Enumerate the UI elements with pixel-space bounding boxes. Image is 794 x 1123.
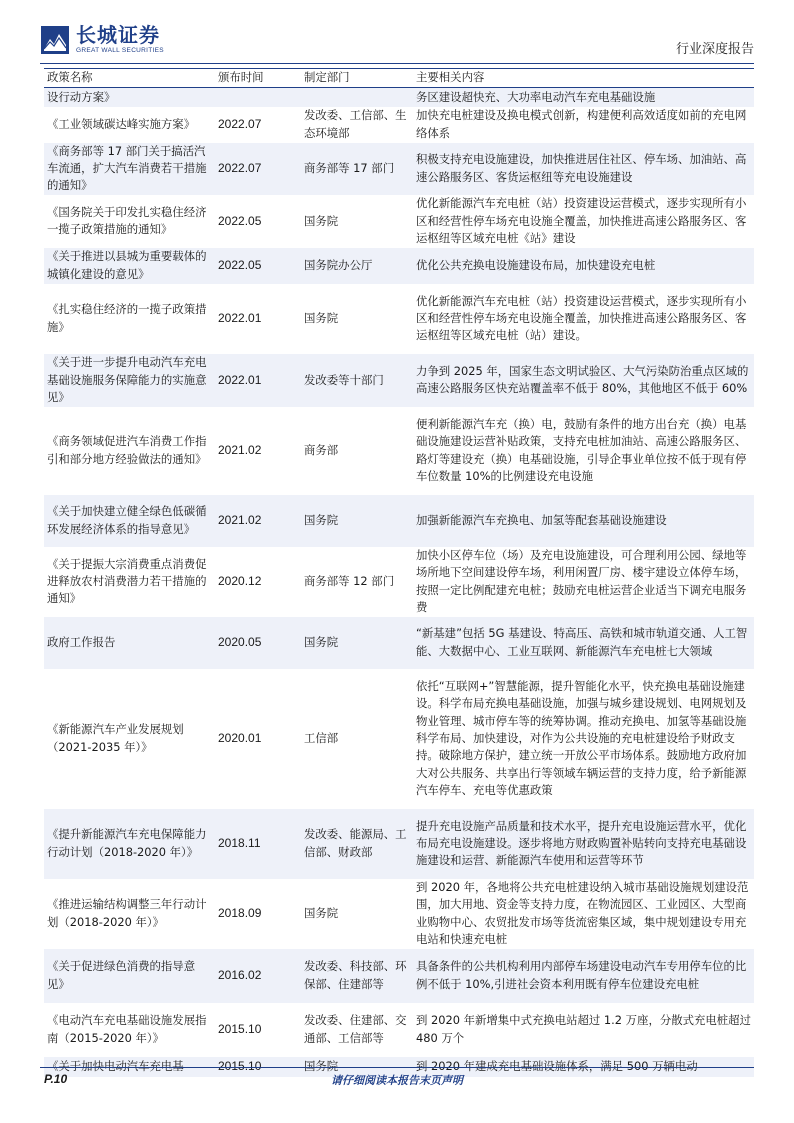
table-row [44, 407, 754, 495]
table-row [44, 617, 754, 669]
table-row [44, 107, 754, 143]
policy-name: 《关于提振大宗消费重点消费促进释放农村消费潜力若干措施的通知》 [47, 556, 207, 606]
policy-date: 2020.05 [215, 617, 301, 669]
policy-dept: 商务部等 17 部门 [301, 143, 413, 195]
policy-date: 2015.10 [215, 1057, 301, 1077]
policy-dept: 工信部 [304, 731, 339, 746]
policy-dept: 国务院 [301, 495, 413, 547]
policy-dept: 商务部 [304, 443, 339, 458]
page-header [40, 20, 754, 64]
header-divider [40, 63, 754, 64]
table-row [44, 1003, 754, 1057]
policy-date: 2015.10 [218, 1022, 262, 1037]
policy-name: 《商务领域促进汽车消费工作指引和部分地方经验做法的通知》 [47, 434, 207, 466]
policy-date: 2018.09 [218, 906, 262, 921]
policy-content: 加快小区停车位（场）及充电设施建设，可合理利用公园、绿地等场所地下空间建设停车场，利用闲置厂房、楼宇建设立体停车场，按照一定比例配建充电桩；鼓励充电桩运营企业适当下调充电服务费 [416, 547, 747, 615]
policy-name: 《商务部等 17 部门关于搞活汽车流通，扩大汽车消费若干措施的通知》 [44, 143, 215, 195]
policy-content: “新基建”包括 5G 基建设、特高压、高铁和城市轨道交通、人工智能、大数据中心、工业互联网、新能源汽车充电桩七大领域 [413, 617, 754, 669]
policy-date: 2022.01 [215, 354, 301, 407]
policy-content: 依托“互联网+”智慧能源，提升智能化水平，快充换电基础设施建设。科学布局充换电基础设施，加强与城乡建设规划、电网规划及物业管理、城市停车等的统筹协调。推动充换电、加氢等基础设施科学布局、加快建设，对作为公共设施的充电桩建设给予财政支持。破除地方保护，建立统一开放公平市场体系。鼓励地方政府加大对公共服务、共享出行等领域车辆运营的支持力度，给予新能源汽车停车、充电等优惠政策 [416, 678, 747, 798]
page-number: P.10 [44, 1072, 68, 1086]
policy-date: 2022.07 [215, 143, 301, 195]
policy-dept: 发改委、住建部、交通部、工信部等 [304, 1013, 407, 1045]
table-row [44, 809, 754, 879]
policy-content: 加快充电桩建设及换电模式创新，构建便利高效适度如前的充电网络体系 [416, 108, 747, 140]
column-header-dept: 制定部门 [301, 69, 413, 88]
policy-name: 《扎实稳住经济的一揽子政策措施》 [47, 302, 207, 334]
disclaimer-note: 请仔细阅读本报告末页声明 [331, 1074, 463, 1087]
policy-date: 2016.02 [215, 949, 301, 1003]
policy-name: 《关于推进以县城为重要载体的城镇化建设的意见》 [44, 248, 215, 284]
policy-date: 2022.01 [218, 311, 262, 326]
table-row [44, 669, 754, 809]
policy-name: 《关于加快建立健全绿色低碳循环发展经济体系的指导意见》 [44, 495, 215, 547]
table-row [44, 88, 754, 107]
policy-content: 优化公共充换电设施建设布局，加快建设充电桩 [413, 248, 754, 284]
policy-date: 2020.01 [218, 731, 262, 746]
policy-dept: 国务院 [301, 617, 413, 669]
table-row [44, 248, 754, 284]
table-row [44, 284, 754, 354]
policy-name: 《新能源汽车产业发展规划（2021-2035 年）》 [47, 722, 184, 754]
policy-dept: 发改委、工信部、生态环境部 [304, 108, 407, 140]
table-row [44, 547, 754, 617]
policy-date: 2021.02 [218, 443, 262, 458]
table-header-row [44, 69, 754, 88]
policy-dept: 国务院 [304, 311, 339, 326]
policy-name: 《提升新能源汽车充电保障能力行动计划（2018-2020 年）》 [44, 809, 215, 879]
company-logo [40, 20, 164, 60]
policy-dept: 商务部等 12 部门 [304, 574, 395, 589]
policy-content: 具备条件的公共机构利用内部停车场建设电动汽车专用停车位的比例不低于 10%,引进社会资本利用既有停车位建设充电桩 [413, 949, 754, 1003]
policy-date: 2022.07 [218, 116, 262, 131]
policy-date: 2021.02 [215, 495, 301, 547]
table-row [44, 354, 754, 407]
policy-name: 《电动汽车充电基础设施发展指南（2015-2020 年）》 [47, 1013, 207, 1045]
logo-chinese-name: 长城证券 [76, 23, 160, 48]
policy-dept: 发改委等十部门 [301, 354, 413, 407]
policy-dept: 发改委、能源局、工信部、财政部 [301, 809, 413, 879]
table-row [44, 495, 754, 547]
policy-date [215, 88, 301, 107]
policy-date: 2020.12 [218, 574, 262, 589]
table-row [44, 143, 754, 195]
policy-dept: 发改委、科技部、环保部、住建部等 [301, 949, 413, 1003]
policy-name: 设行动方案》 [44, 88, 215, 107]
policy-name: 《关于进一步提升电动汽车充电基础设施服务保障能力的实施意见》 [44, 354, 215, 407]
policy-name: 《关于加快电动汽车充电基 [44, 1057, 215, 1077]
policy-table [44, 68, 754, 1077]
policy-dept [301, 88, 413, 107]
policy-content: 便利新能源汽车充（换）电，鼓励有条件的地方出台充（换）电基础设施建设运营补贴政策，支持充电桩加油站、高速公路服务区、路灯等建设充（换）电基础设施，引导企事业单位按不低于现有停车位数量 10%的比例建设充电设施 [416, 416, 747, 484]
policy-name: 《国务院关于印发扎实稳住经济一揽子政策措施的通知》 [47, 204, 207, 237]
table-row [44, 949, 754, 1003]
logo-english-name: GREAT WALL SECURITIES [76, 47, 164, 55]
policy-content: 到 2020 年建成充电基础设施体系，满足 500 万辆电动 [413, 1057, 754, 1077]
policy-dept: 国务院 [301, 1057, 413, 1077]
policy-content: 优化新能源汽车充电桩（站）投资建设运营模式，逐步实现所有小区和经营性停车场充电设施全覆盖，加快推进高速公路服务区、客运枢纽等区域充电桩（站）建设。 [416, 293, 747, 343]
policy-content: 力争到 2025 年，国家生态文明试验区、大气污染防治重点区域的高速公路服务区快充站覆盖率不低于 80%，其他地区不低于 60% [413, 354, 754, 407]
column-header-date: 颁布时间 [215, 69, 301, 88]
policy-date: 2022.05 [215, 248, 301, 284]
report-type: 行业深度报告 [675, 42, 754, 57]
policy-name: 《关于促进绿色消费的指导意见》 [44, 949, 215, 1003]
policy-date: 2022.05 [218, 213, 262, 228]
policy-name: 《工业领域碳达峰实施方案》 [47, 116, 196, 131]
policy-name: 《推进运输结构调整三年行动计划（2018-2020 年）》 [47, 897, 207, 929]
policy-dept: 国务院 [304, 213, 339, 228]
policy-content: 务区建设超快充、大功率电动汽车充电基础设施 [413, 88, 754, 107]
column-header-content: 主要相关内容 [413, 69, 754, 88]
footer-divider [40, 1067, 754, 1068]
policy-content: 积极支持充电设施建设，加快推进居住社区、停车场、加油站、高速公路服务区、客货运枢纽等充电设施建设 [413, 143, 754, 195]
policy-content: 到 2020 年新增集中式充换电站超过 1.2 万座，分散式充电桩超过 480 万个 [416, 1013, 751, 1045]
policy-content: 加强新能源汽车充换电、加氢等配套基础设施建设 [413, 495, 754, 547]
policy-content: 提升充电设施产品质量和技术水平，提升充电设施运营水平，优化布局充电设施建设。逐步将地方财政购置补贴转向支持充电基础设施建设和运营、新能源汽车使用和运营等环节 [413, 809, 754, 879]
table-row [44, 195, 754, 248]
policy-content: 优化新能源汽车充电桩（站）投资建设运营模式，逐步实现所有小区和经营性停车场充电设施全覆盖，加快推进高速公路服务区、客运枢纽等区域充电桩《站》建设 [416, 196, 747, 245]
policy-dept: 国务院办公厅 [301, 248, 413, 284]
policy-dept: 国务院 [304, 906, 339, 921]
great-wall-logo-icon [40, 25, 70, 55]
policy-date: 2018.11 [215, 809, 301, 879]
table-row [44, 879, 754, 949]
policy-content: 到 2020 年，各地将公共充电桩建设纳入城市基础设施规划建设范围，加大用地、资金等支持力度，在物流园区、工业园区、大型商业购物中心、农贸批发市场等货流密集区域，集中规划建设专用充电站和快速充电桩 [416, 879, 749, 947]
policy-name: 政府工作报告 [44, 617, 215, 669]
column-header-name: 政策名称 [44, 69, 215, 88]
